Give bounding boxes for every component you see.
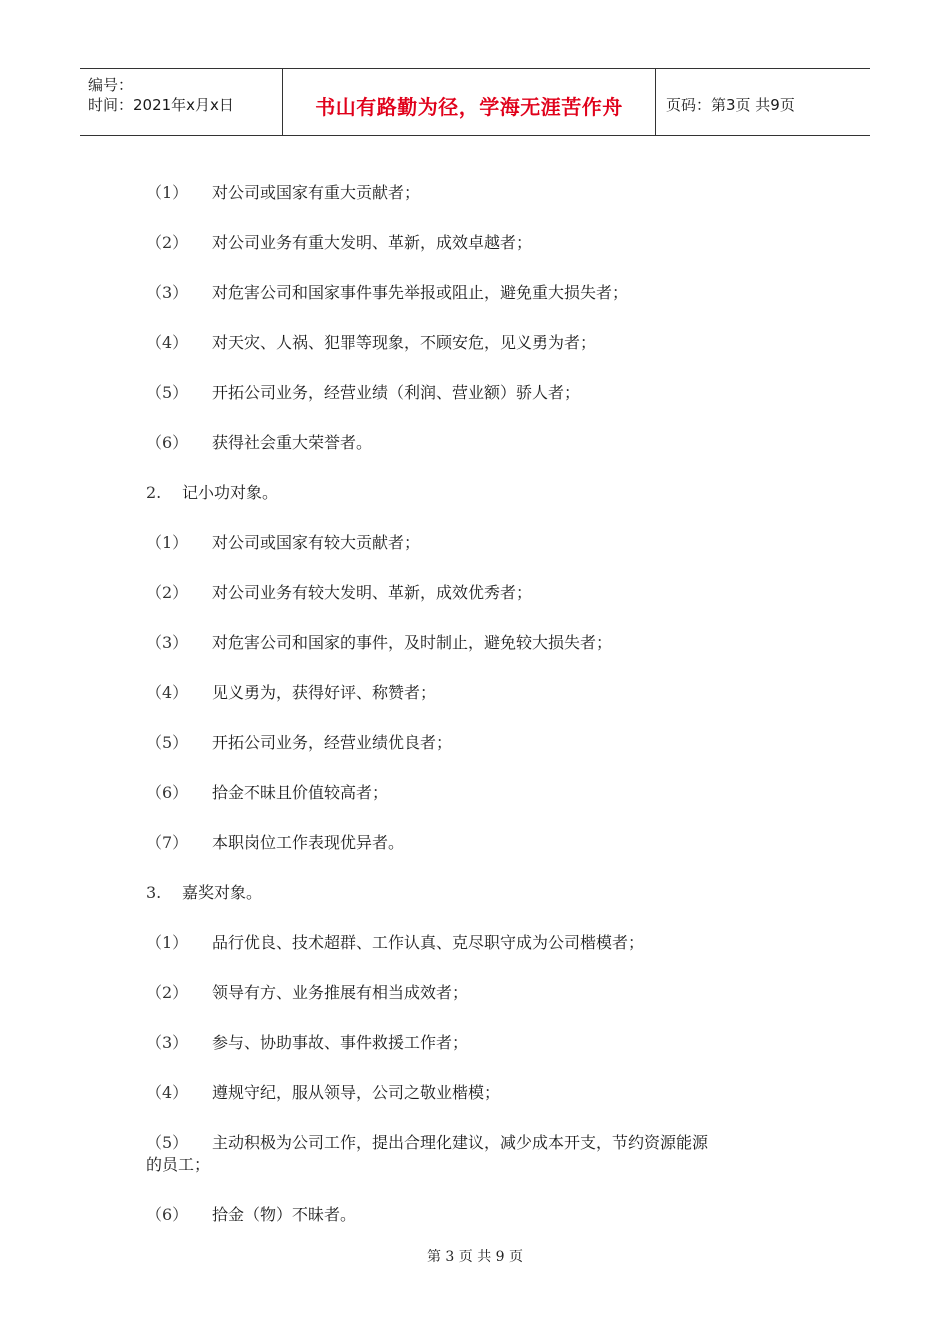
item-number: （1） [146, 533, 189, 552]
item-text: 对危害公司和国家事件事先举报或阻止，避免重大损失者； [212, 283, 629, 302]
list-item [146, 632, 816, 654]
item-text: 本职岗位工作表现优异者。 [212, 833, 405, 852]
item-text: 对危害公司和国家的事件，及时制止，避免较大损失者； [212, 633, 613, 652]
item-text: 对公司业务有重大发明、革新，成效卓越者； [212, 233, 533, 252]
list-item [146, 782, 816, 804]
item-number: （5） [146, 733, 189, 752]
item-text: 对天灾、人祸、犯罪等现象，不顾安危，见义勇为者； [212, 333, 597, 352]
header-meta [80, 69, 282, 135]
item-number: （2） [146, 233, 189, 252]
item-number: （3） [146, 633, 189, 652]
item-number: （5） [146, 1133, 189, 1152]
list-item [146, 1204, 816, 1226]
item-number: （1） [146, 183, 189, 202]
item-number: （6） [146, 783, 189, 802]
section-title: 嘉奖对象。 [182, 883, 263, 902]
item-text: 领导有方、业务推展有相当成效者； [212, 983, 469, 1002]
document-body [146, 182, 816, 1254]
item-text: 拾金不昧且价值较高者； [212, 783, 389, 802]
document-number-label: 编号： [88, 76, 134, 94]
section-heading [146, 882, 816, 904]
item-number: （7） [146, 833, 189, 852]
list-item [146, 832, 816, 854]
item-text: 见义勇为，获得好评、称赞者； [212, 683, 437, 702]
list-item [146, 432, 816, 454]
item-text: 获得社会重大荣誉者。 [212, 433, 373, 452]
section-number: 3. [146, 883, 162, 902]
document-date-label: 时间：2021年x月x日 [88, 96, 234, 114]
list-item [146, 282, 816, 304]
list-item [146, 982, 816, 1004]
item-number: （4） [146, 683, 189, 702]
item-number: （4） [146, 1083, 189, 1102]
list-item [146, 532, 816, 554]
item-text: 对公司业务有较大发明、革新，成效优秀者； [212, 583, 533, 602]
section-title: 记小功对象。 [182, 483, 279, 502]
list-item [146, 732, 816, 754]
item-number: （1） [146, 933, 189, 952]
list-item [146, 382, 816, 404]
item-number: （4） [146, 333, 189, 352]
list-item [146, 582, 816, 604]
section-number: 2. [146, 483, 162, 502]
list-item [146, 1032, 816, 1054]
item-text: 对公司或国家有较大贡献者； [212, 533, 421, 552]
section-heading [146, 482, 816, 504]
item-text: 开拓公司业务，经营业绩优良者； [212, 733, 453, 752]
list-item [146, 1082, 816, 1104]
header-page-info: 页码：第3页 共9页 [666, 95, 795, 114]
page-header [80, 68, 870, 136]
list-item [146, 932, 816, 954]
item-text-continuation: 的员工； [146, 1155, 211, 1174]
page-footer: 第 3 页 共 9 页 [426, 1249, 524, 1265]
item-number: （5） [146, 383, 189, 402]
item-number: （3） [146, 283, 189, 302]
item-text: 对公司或国家有重大贡献者； [212, 183, 421, 202]
list-item [146, 682, 816, 704]
item-number: （6） [146, 433, 189, 452]
item-number: （2） [146, 983, 189, 1002]
list-item [146, 1132, 816, 1176]
item-number: （3） [146, 1033, 189, 1052]
item-text: 遵规守纪，服从领导，公司之敬业楷模； [212, 1083, 501, 1102]
item-number: （6） [146, 1205, 189, 1224]
list-item [146, 332, 816, 354]
item-text: 开拓公司业务，经营业绩（利润、营业额）骄人者； [212, 383, 581, 402]
item-text: 品行优良、技术超群、工作认真、克尽职守成为公司楷模者； [212, 933, 645, 952]
item-text: 参与、协助事故、事件救援工作者； [212, 1033, 469, 1052]
item-number: （2） [146, 583, 189, 602]
item-text: 拾金（物）不昧者。 [212, 1205, 357, 1224]
list-item [146, 182, 816, 204]
header-motto: 书山有路勤为径，学海无涯苦作舟 [282, 69, 656, 135]
list-item [146, 232, 816, 254]
item-text: 主动积极为公司工作，提出合理化建议，减少成本开支，节约资源能源 [212, 1133, 709, 1152]
